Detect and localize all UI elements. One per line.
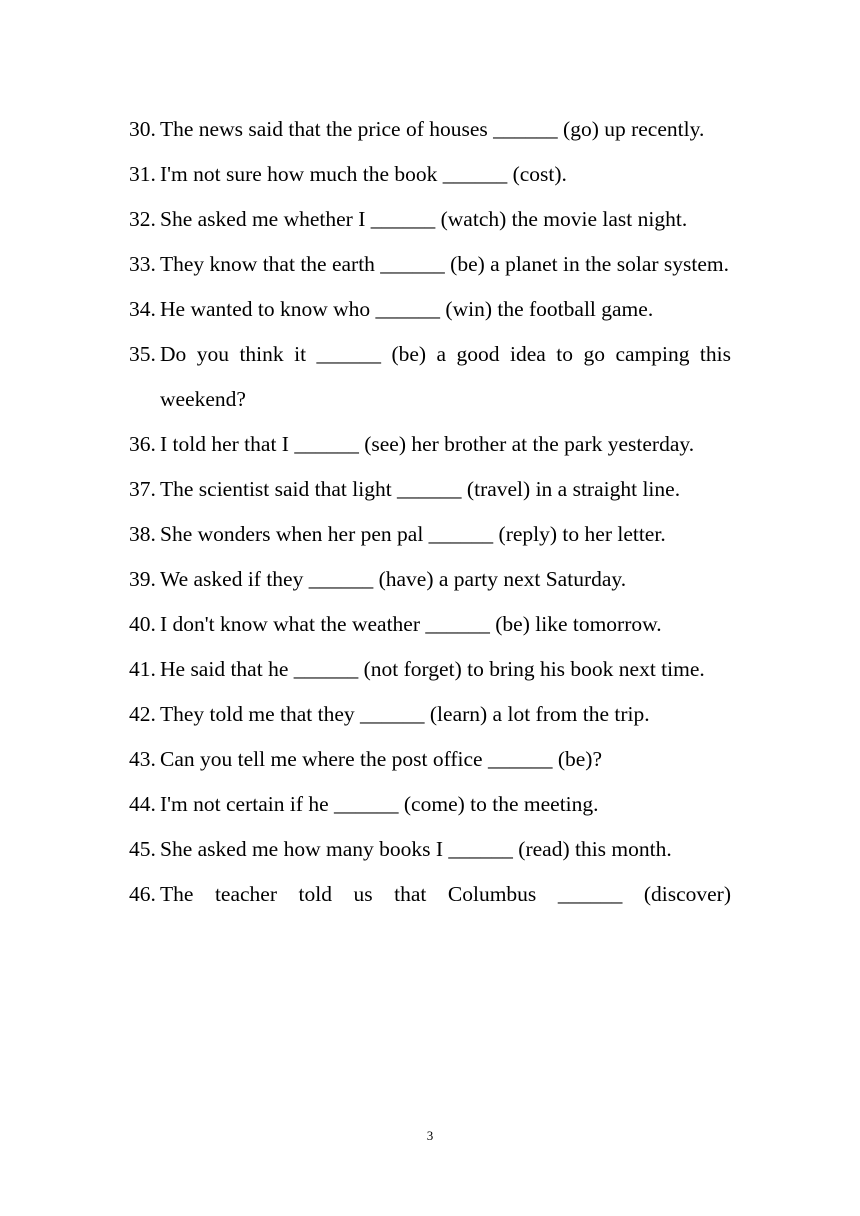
question-number: 38. xyxy=(129,522,156,546)
question-text: She asked me how many books I ______ (read) this month. xyxy=(160,837,672,861)
question-item xyxy=(129,422,731,467)
question-number: 42. xyxy=(129,702,156,726)
question-number: 41. xyxy=(129,657,156,681)
question-number: 33. xyxy=(129,252,156,276)
question-text: The teacher told us that Columbus ______ (discover) xyxy=(160,882,731,906)
question-number: 35. xyxy=(129,342,156,366)
question-item xyxy=(129,557,731,602)
question-item xyxy=(129,467,731,512)
question-item xyxy=(129,602,731,647)
question-list xyxy=(129,107,731,917)
question-item xyxy=(129,287,731,332)
question-text: Do you think it ______ (be) a good idea to go camping this weekend? xyxy=(160,342,731,411)
question-item xyxy=(129,872,731,917)
question-number: 45. xyxy=(129,837,156,861)
question-text: I told her that I ______ (see) her brother at the park yesterday. xyxy=(160,432,695,456)
question-item xyxy=(129,647,731,692)
question-text: Can you tell me where the post office ______ (be)? xyxy=(160,747,603,771)
question-text: We asked if they ______ (have) a party next Saturday. xyxy=(160,567,627,591)
question-item xyxy=(129,152,731,197)
question-number: 40. xyxy=(129,612,156,636)
question-number: 39. xyxy=(129,567,156,591)
question-text: They told me that they ______ (learn) a lot from the trip. xyxy=(160,702,650,726)
question-text: The scientist said that light ______ (travel) in a straight line. xyxy=(160,477,681,501)
question-number: 37. xyxy=(129,477,156,501)
question-item xyxy=(129,197,731,242)
question-number: 30. xyxy=(129,117,156,141)
question-number: 44. xyxy=(129,792,156,816)
question-text: I'm not sure how much the book ______ (cost). xyxy=(160,162,567,186)
question-item xyxy=(129,332,731,422)
question-number: 36. xyxy=(129,432,156,456)
question-item xyxy=(129,242,731,287)
question-number: 32. xyxy=(129,207,156,231)
question-item xyxy=(129,107,731,152)
question-item xyxy=(129,512,731,557)
question-text: I'm not certain if he ______ (come) to the meeting. xyxy=(160,792,599,816)
question-number: 43. xyxy=(129,747,156,771)
question-text: He said that he ______ (not forget) to bring his book next time. xyxy=(160,657,705,681)
question-text: He wanted to know who ______ (win) the football game. xyxy=(160,297,654,321)
page-number: 3 xyxy=(426,1128,434,1143)
question-number: 46. xyxy=(129,882,156,906)
question-item xyxy=(129,692,731,737)
question-number: 34. xyxy=(129,297,156,321)
question-item xyxy=(129,782,731,827)
question-text: She asked me whether I ______ (watch) the movie last night. xyxy=(160,207,688,231)
question-text: They know that the earth ______ (be) a planet in the solar system. xyxy=(160,252,729,276)
question-text: I don't know what the weather ______ (be) like tomorrow. xyxy=(160,612,662,636)
question-number: 31. xyxy=(129,162,156,186)
question-item xyxy=(129,737,731,782)
question-text: The news said that the price of houses ______ (go) up recently. xyxy=(160,117,705,141)
question-item xyxy=(129,827,731,872)
question-text: She wonders when her pen pal ______ (reply) to her letter. xyxy=(160,522,666,546)
